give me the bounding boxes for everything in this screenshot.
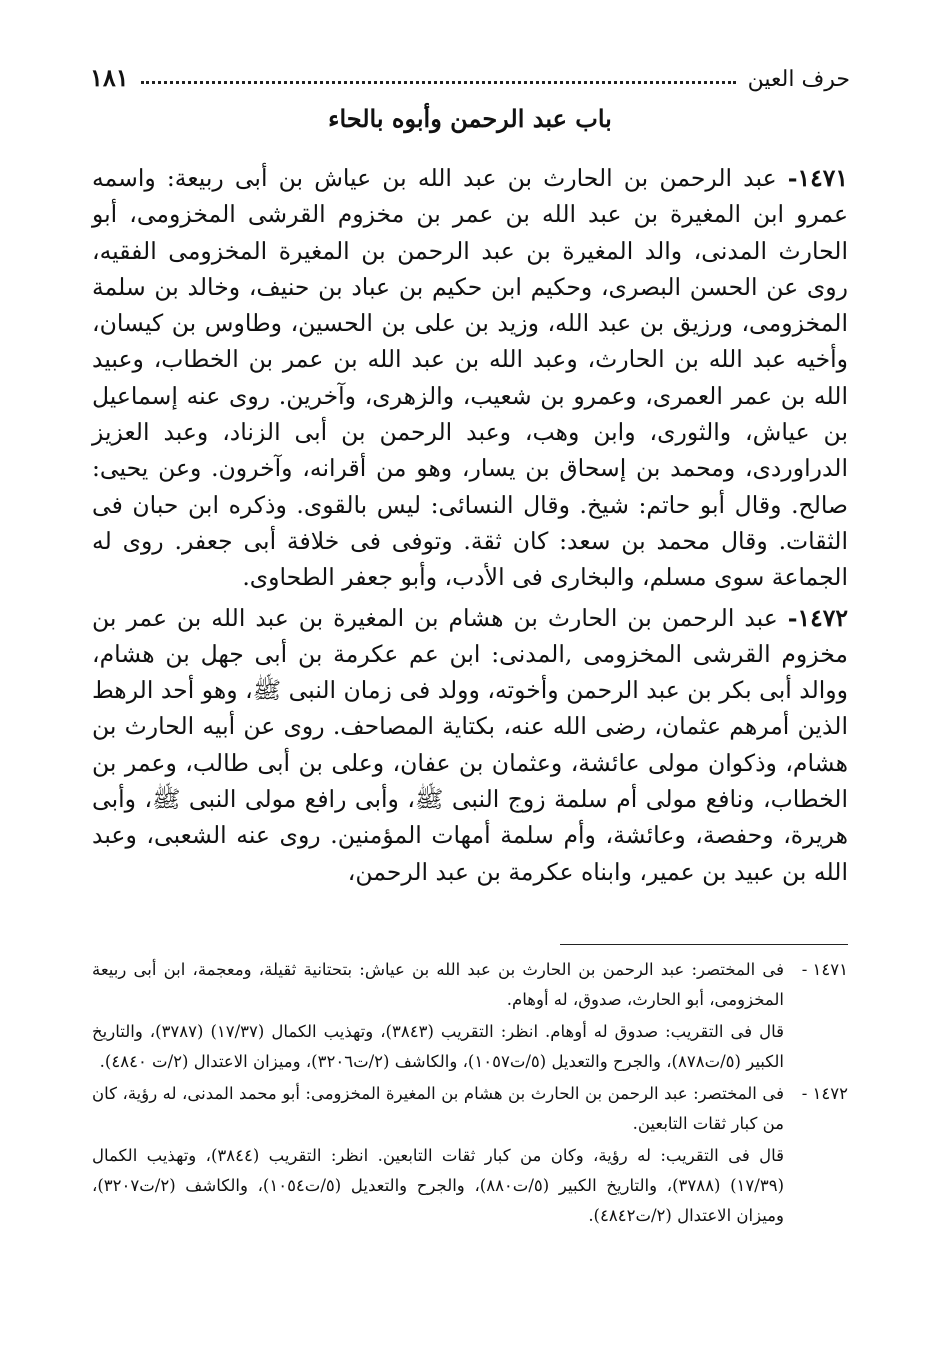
footnote-separator [560, 944, 848, 945]
footnote-label: ١٤٧١ - [801, 960, 848, 979]
page-number: ١٨١ [90, 63, 129, 92]
running-head: حرف العين [747, 67, 850, 92]
footnote-paragraph: فى المختصر: عبد الرحمن بن الحارث بن عبد الله بن عياش: بتحتانية ثقيلة، ومعجمة، ابن أبى ربيعة المخزومى، أبو الحارث، صدوق، له أوهام. [92, 960, 784, 1009]
footnote-label: ١٤٧٢ - [801, 1084, 848, 1103]
footnotes [92, 955, 848, 1233]
footnote-paragraph: قال فى التقريب: صدوق له أوهام. انظر: التقريب (٣٨٤٣)، وتهذيب الكمال (١٧/٣٧) (٣٧٨٧)، والتاريخ الكبير (٥/ت٨٧٨)، والجرح والتعديل (٥/ت١٠٥٧)، والكاشف (٢/ت٣٢٠٦)، وميزان الاعتدال (٢/ت ٤٨٤٠). [92, 1022, 784, 1071]
entry-1471 [92, 160, 848, 596]
footnote-paragraph: قال فى التقريب: له رؤية، وكان من كبار ثقات التابعين. انظر: التقريب (٣٨٤٤)، وتهذيب الكمال (١٧/٣٩) (٣٧٨٨)، والتاريخ الكبير (٥/ت٨٨٠)، والجرح والتعديل (٥/ت١٠٥٤)، والكاشف (٢/ت٣٢٠٧)، وميزان الاعتدال (٢/ت٤٨٤٢). [92, 1146, 784, 1225]
footnote-body [92, 1079, 784, 1231]
footnote-body [92, 955, 784, 1077]
footnote-paragraph: فى المختصر: عبد الرحمن بن الحارث بن هشام بن المغيرة المخزومى: أبو محمد المدنى، له رؤية، كان من كبار ثقات التابعين. [92, 1084, 784, 1133]
entry-text: عبد الرحمن بن الحارث بن عبد الله بن عياش بن أبى ربيعة: واسمه عمرو ابن المغيرة بن عبد الله بن عمر بن مخزوم القرشى المخزومى، أبو الحارث المدنى، والد المغيرة بن عبد الرحمن بن المغيرة المخزومى الفقيه، روى عن الحسن البصرى، وحكيم ابن حكيم بن عباد بن حنيف، وخالد بن سلمة المخزومى، ورزيق بن عبد الله، وزيد بن على بن الحسين، وطاوس بن كيسان، وأخيه عبد الله بن الحارث، وعبد الله بن عبد الله بن عمر بن الخطاب، وعبيد الله بن عمر العمرى، وعمرو بن شعيب، والزهرى، وآخرين. روى عنه إسماعيل بن عياش، والثورى، وابن وهب، وعبد الرحمن بن أبى الزناد، وعبد العزيز الدراوردى، ومحمد بن إسحاق بن يسار، وهو من أقرانه، وآخرون. وعن يحيى: صالح. وقال أبو حاتم: شيخ. وقال النسائى: ليس بالقوى. وذكره ابن حبان فى الثقات. وقال محمد بن سعد: كان ثقة. وتوفى فى خلافة أبى جعفر. روى له الجماعة سوى مسلم، والبخارى فى الأدب، وأبو جعفر الطحاوى. [92, 164, 848, 592]
section-title: باب عبد الرحمن وأبوه بالحاء [328, 104, 612, 133]
page-header [90, 52, 850, 92]
entry-1472 [92, 600, 848, 890]
entry-number: ١٤٧٢- [787, 603, 848, 632]
header-dot-leader [141, 81, 736, 84]
footnote-1471 [92, 955, 848, 1077]
footnote-1472 [92, 1079, 848, 1231]
main-text [92, 160, 848, 890]
entry-number: ١٤٧١- [787, 164, 848, 192]
entry-text: عبد الرحمن بن الحارث بن هشام بن المغيرة بن عبد الله بن عمر بن مخزوم القرشى المخزومى ,المدنى: ابن عم عكرمة بن أبى جهل بن هشام، ووالد أبى بكر بن عبد الرحمن وأخوته، وولد فى زمان النبى ﷺ، وهو أحد الرهط الذين أمرهم عثمان، رضى الله عنه، بكتاية المصاحف. روى عن أبيه الحارث بن هشام، وذكوان مولى عائشة، وعثمان بن عفان، وعلى بن أبى طالب، وعمر بن الخطاب، ونافع مولى أم سلمة زوج النبى ﷺ، وأبى رافع مولى النبى ﷺ، وأبى هريرة، وحفصة، وعائشة، وأم سلمة أمهات المؤمنين. روى عنه الشعبى، وعبد الله بن عبيد بن عمير، وابناه عكرمة بن عبد الرحمن، [92, 603, 848, 886]
